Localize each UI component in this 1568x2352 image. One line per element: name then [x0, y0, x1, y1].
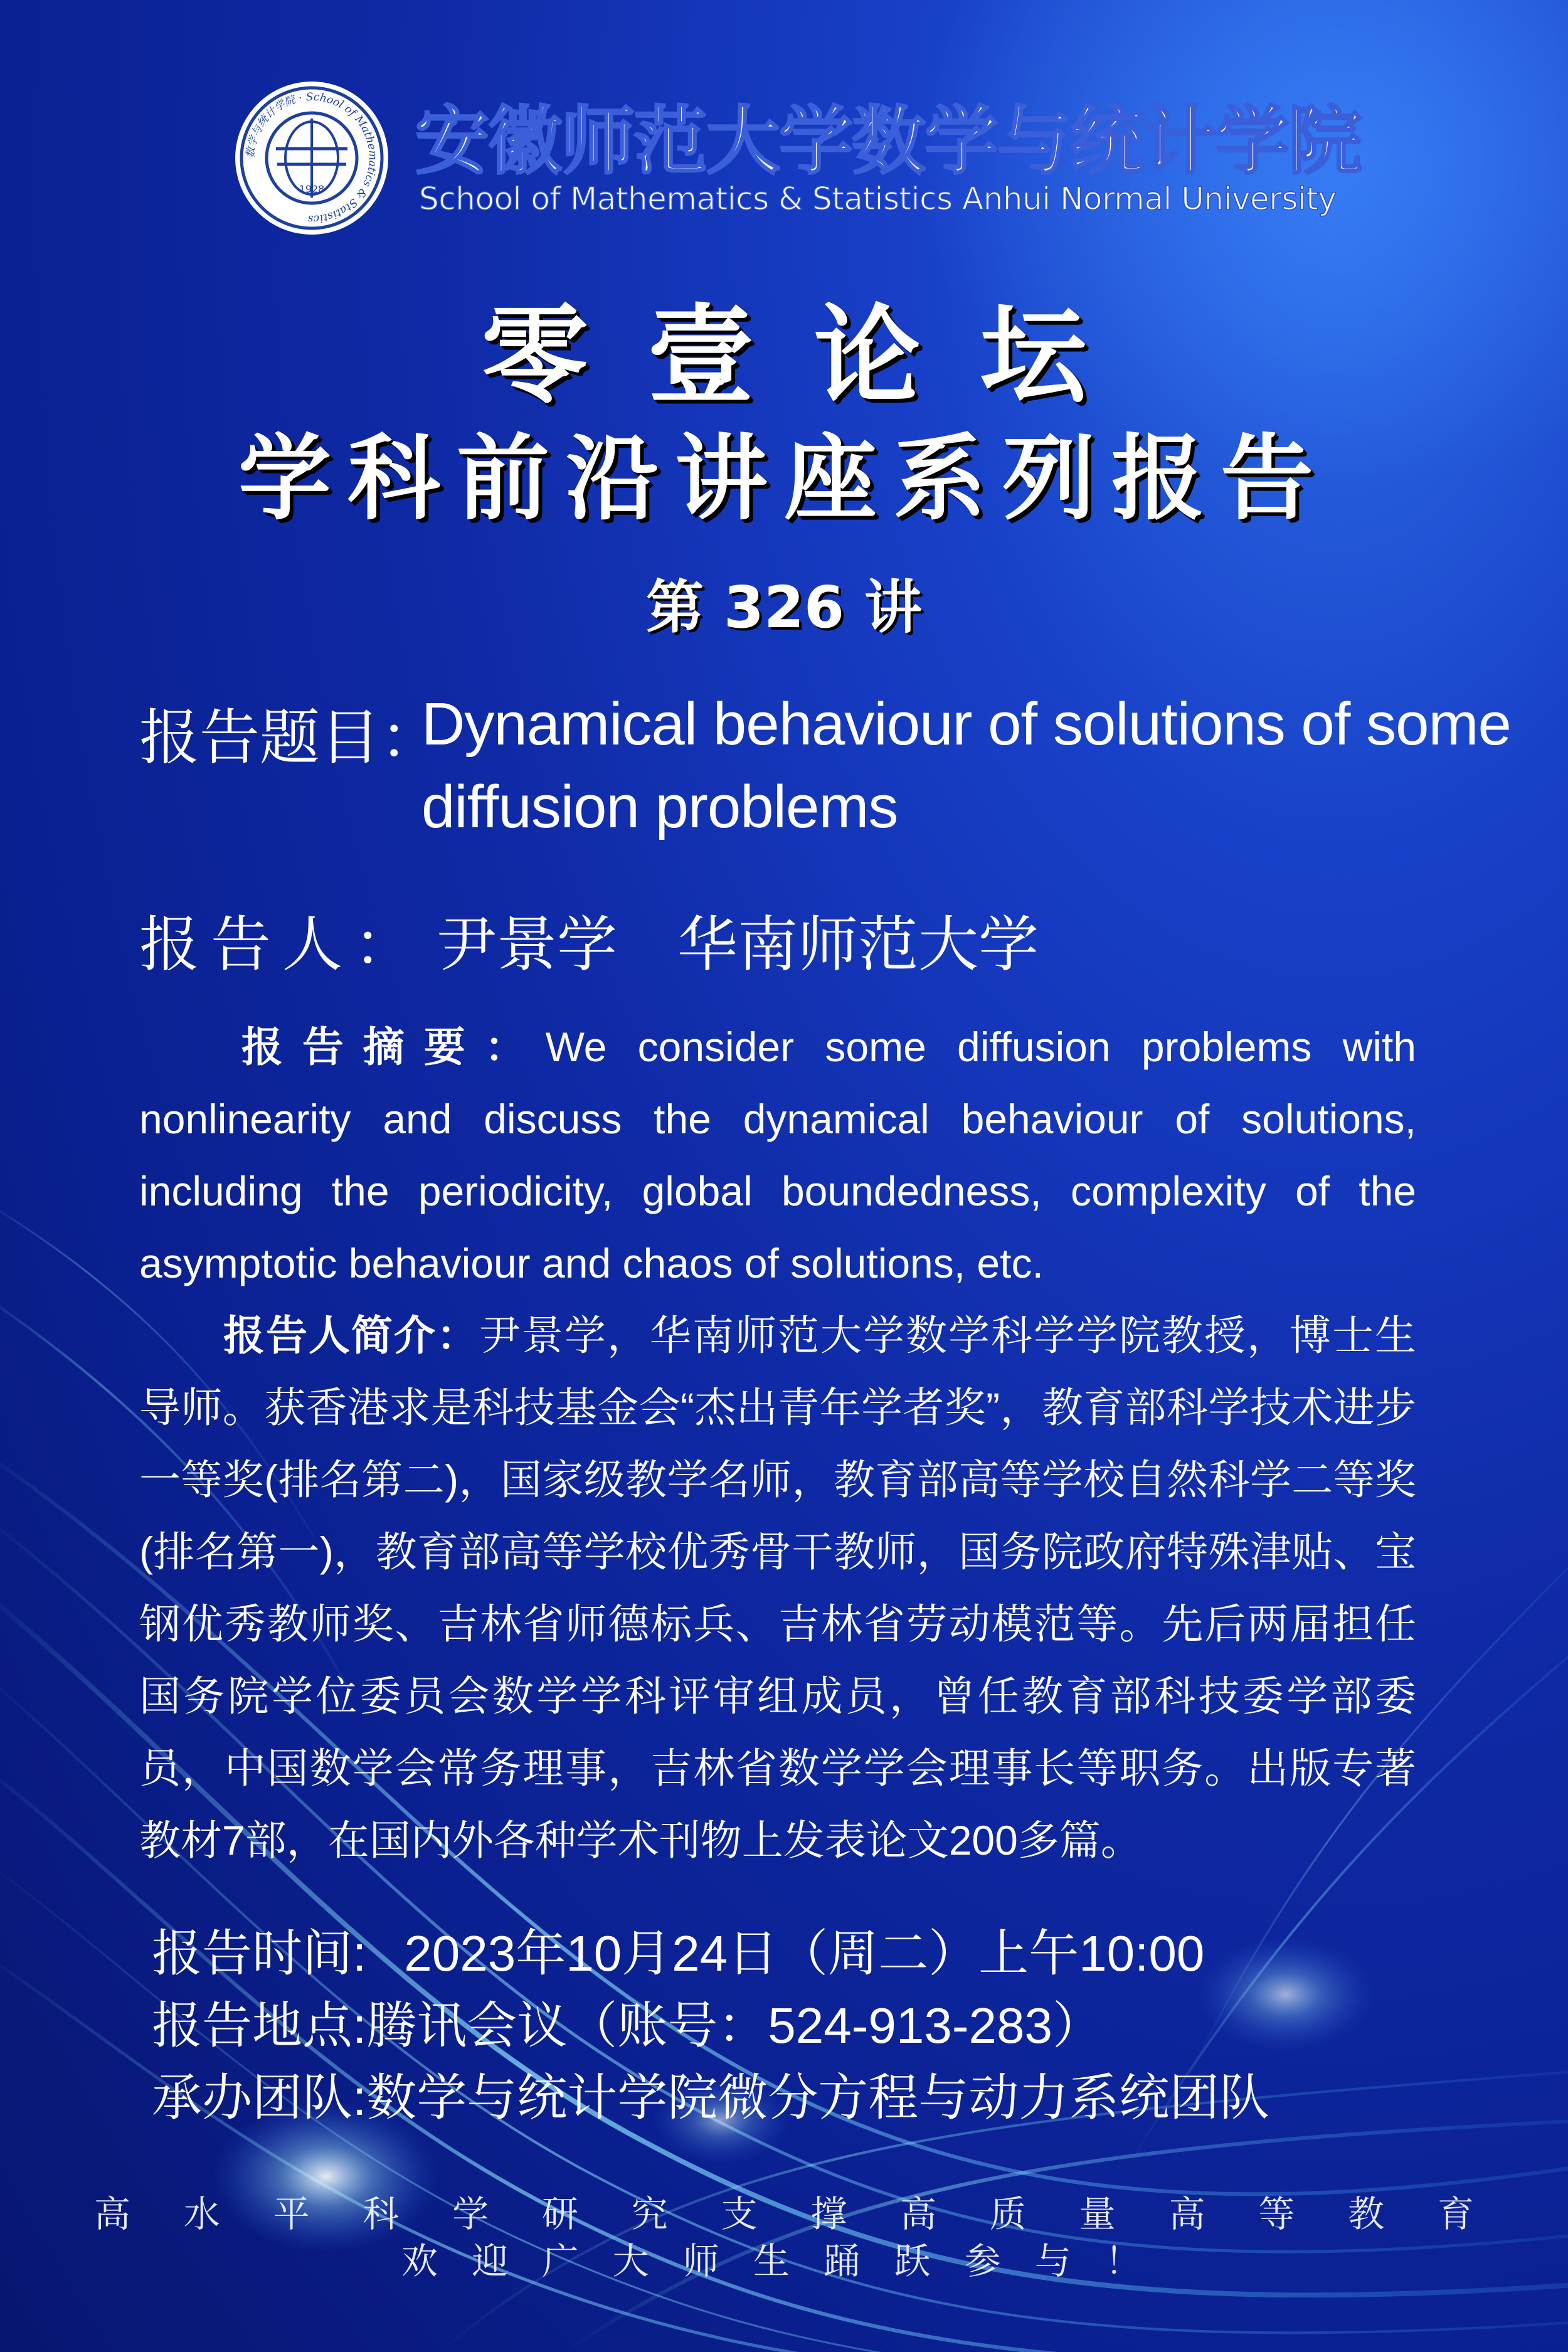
- school-seal-logo: [233, 80, 390, 236]
- seal-ring-text: 数学与统计学院 · School of Mathematics & Statistics: [244, 90, 379, 226]
- lecture-number: 第 326 讲: [645, 574, 923, 641]
- topic-title-line-1: Dynamical behaviour of solutions of some: [421, 691, 1511, 758]
- slogan-char: 研: [541, 2194, 578, 2235]
- welcome-char: 师: [682, 2241, 719, 2282]
- welcome-char: 广: [542, 2241, 579, 2282]
- abstract-paragraph: [139, 1011, 1416, 1300]
- welcome-char: 迎: [472, 2241, 509, 2282]
- speaker-label: 报告人：: [139, 911, 425, 978]
- slogan-char: 高: [1168, 2194, 1205, 2235]
- seal-year: 1928: [299, 183, 325, 195]
- speaker-name-affiliation: 尹景学 华南师范大学: [437, 911, 1039, 978]
- footer-welcome: [401, 2232, 1142, 2284]
- school-name-chinese: 安徽师范大学数学与统计学院: [415, 98, 1362, 184]
- slogan-char: 水: [183, 2194, 220, 2235]
- place-value: 腾讯会议（账号：524-913-283）: [366, 1998, 1103, 2053]
- school-name-english: School of Mathematics & Statistics Anhui Normal University: [419, 181, 1337, 217]
- welcome-char: 生: [753, 2241, 790, 2282]
- abstract-text: We consider some diffusion problems with nonlinearity and discuss the dynamical behaviour of solutions, including the periodicity, global boundedness, complexity of the asymptotic behaviour and chaos of solutions, etc.: [139, 1024, 1417, 1286]
- bio-text: 尹景学，华南师范大学数学科学学院教授，博士生导师。获香港求是科技基金会“杰出青年学者奖”，教育部科学技术进步一等奖(排名第二)，国家级教学名师，教育部高等学校自然科学二等奖(排名第一)，教育部高等学校优秀骨干教师，国务院政府特殊津贴、宝钢优秀教师奖、吉林省师德标兵、吉林省劳动模范等。先后两届担任国务院学位委员会数学学科评审组成员，曾任教育部科技委学部委员，中国数学会常务理事，吉林省数学学会理事长等职务。出版专著教材7部，在国内外各种学术刊物上发表论文200多篇。: [139, 1312, 1416, 1863]
- slogan-char: 高: [94, 2194, 131, 2235]
- bio-paragraph: [139, 1300, 1416, 1877]
- slogan-char: 等: [1258, 2194, 1295, 2235]
- welcome-char: 大: [612, 2241, 649, 2282]
- topic-label: 报告题目：: [139, 704, 440, 771]
- topic-title-line-2: diffusion problems: [421, 773, 898, 840]
- slogan-char: 究: [631, 2194, 668, 2235]
- team-row: [152, 2057, 1269, 2129]
- welcome-char: 欢: [401, 2241, 438, 2282]
- bio-label: 报告人简介：: [222, 1312, 479, 1359]
- welcome-char: 与: [1034, 2241, 1071, 2282]
- series-title: 学科前沿讲座系列报告: [238, 423, 1330, 532]
- slogan-char: 育: [1437, 2194, 1474, 2235]
- slogan-char: 科: [363, 2194, 400, 2235]
- time-row: [152, 1913, 1204, 1985]
- place-row: [152, 1985, 1103, 2057]
- slogan-char: 学: [452, 2194, 489, 2235]
- welcome-char: 参: [964, 2241, 1001, 2282]
- slogan-char: 平: [273, 2194, 310, 2235]
- team-value: 数学与统计学院微分方程与动力系统团队: [366, 2070, 1270, 2126]
- welcome-char: 踊: [824, 2241, 861, 2282]
- welcome-char: 跃: [894, 2241, 931, 2282]
- time-label: 报告时间:: [152, 1926, 367, 1981]
- slogan-char: 量: [1079, 2194, 1116, 2235]
- forum-title: 零壹论坛: [481, 293, 1147, 418]
- slogan-char: 质: [989, 2194, 1026, 2235]
- time-value: 2023年10月24日（周二）上午10:00: [404, 1926, 1205, 1981]
- abstract-label: 报告摘要：: [222, 1024, 546, 1070]
- slogan-char: 撑: [810, 2194, 847, 2235]
- slogan-char: 教: [1348, 2194, 1385, 2235]
- slogan-char: 支: [721, 2194, 758, 2235]
- team-label: 承办团队:: [152, 2070, 367, 2126]
- slogan-char: 高: [900, 2194, 937, 2235]
- footer-slogan: [94, 2185, 1474, 2237]
- place-label: 报告地点:: [152, 1998, 367, 2053]
- welcome-char: ！: [1104, 2241, 1142, 2282]
